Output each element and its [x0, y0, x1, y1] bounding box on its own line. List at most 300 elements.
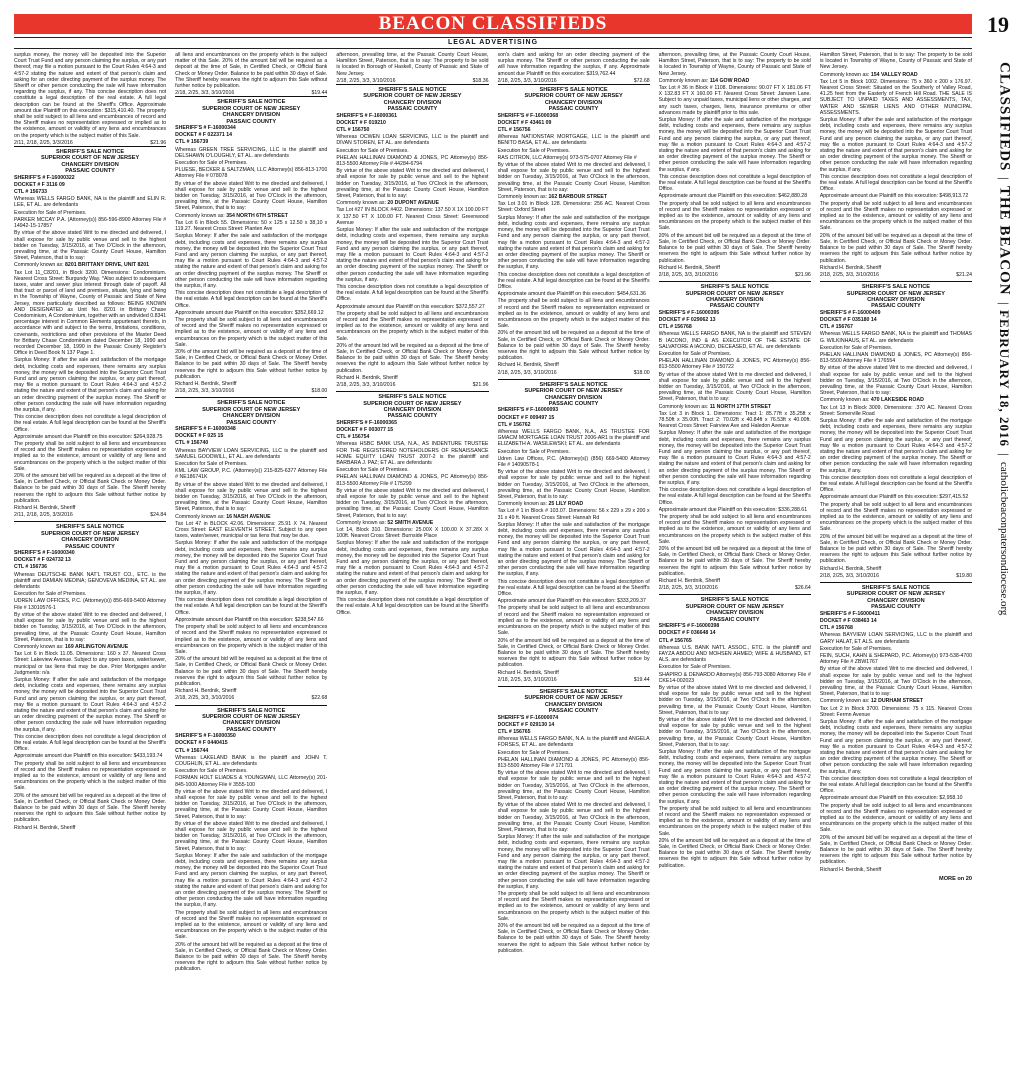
county-name: PASSAIC COUNTY	[387, 413, 438, 420]
property-details: Lot 14, Block 310. Dimensions: 25.00X X 100.00 X 37.28X X 100ft. Nearest Cross Street: Burnside Place	[336, 527, 489, 540]
address-line	[14, 262, 166, 268]
fee-amount: $19.44	[633, 676, 650, 683]
amount-due: $264,928.75	[133, 433, 163, 440]
property-details: Tax Lot 11_C8201, in Block 3200. Dimensions: Condominium. Nearest Cross Street: Burgundy Way. *Also subject to subsequent taxes, water and sewer plus interest through date of payoff. All that tract or parcel of land and premises, situate, lying and being in the Township of Wayne, County of Passaic and State of New Jersey, more particularly described as follows: BEING KNOWN AND DESIGNATED as Unit No. 8201 in Brittany Chase Condominium, A Condominium, together with an undivided 0.8341 percentage interest in Common Elements appurtenant thereto, in accordance with and subject to the terms, limitations, conditions, covenants, restrictions and other provisions of the Master Deed for Brittany Chase Condominium dated December 18, 1990 and recorded December 18, 1990 in the Passaic County Register's Office in Deed Book N 137 Page 1.	[14, 269, 167, 357]
notice-parties: Whereas HSBC BANK USA, N.A., AS INDENTURE TRUSTEE FOR THE REGISTERED NOTEHOLDERS OF RENAISSANCE HOME EQUITY LOAN TRUST 2007-2 is the plaintiff and BARBARA J. PAZ; ET AL. are defendants	[336, 441, 489, 467]
sale-time-text: By virtue of the above stated Writ to me directed and delivered, I shall expose for sale by public venue and sell to the highest bidder on Tuesday, 3/15/2016, at Two O'Clock in the afternoon, prevailing time, at the Passaic County Court House, Hamilton Street, Paterson, that is to say:	[497, 770, 650, 801]
fee-amount: $18.36	[472, 77, 489, 84]
county-name: PASSAIC COUNTY	[387, 106, 438, 113]
notice-parties: Whereas WELLS FARGO BANK, NA is the plaintiff and ELIN R. LEE, ET AL. are defendants	[14, 196, 167, 209]
notice-ctl: CTL # 156768	[658, 324, 692, 331]
publication-dates: 2/18, 2/25, 3/3, 3/10/2016	[175, 388, 235, 395]
notice-attorney: UDREN LAW OFFICES, P.C. (Attorney(s)) 856-669-5400 Attorney File # 13010576-1	[14, 598, 167, 611]
court-name: SUPERIOR COURT OF NEW JERSEY	[846, 591, 946, 598]
surplus-text: Surplus Money: If after the sale and satisfaction of the mortgage debt, including costs and expenses, there remains any surplus money, the money will be deposited into the Superior Court Trust Fund and any person claiming the surplus, or any part thereof, may file a motion pursuant to Court Rules 4:64-3 and 4:57-2 stating the nature and extent of that person's claim and asking for an order directing payment of the surplus money. The Sheriff or other person conducting the sale will have information regarding the surplus, if any.	[658, 748, 811, 805]
surplus-text: Surplus Money: If after the sale and satisfaction of the mortgage debt, including costs and expenses, there remains any surplus money, the money will be deposited into the Superior Court Trust Fund and any person claiming the surplus, or any part thereof, may file a motion pursuant to Court Rules 4:64-3 and 4:57-2 stating the nature and extent of that person's claim and asking for an order directing payment of the surplus money. The Sheriff or other person conducting the sale will have information regarding the surplus, if any.	[497, 521, 650, 578]
property-address: 20 DUPONT AVENUE	[387, 200, 439, 207]
amount-due: $433,193.74	[133, 753, 163, 760]
notice-attorney: PLUESE, BECKER & SALTZMAN, LLC Attorney(s) 856-813-1700 Attorney File # 078078	[175, 167, 328, 180]
deposit-text: 20% of the amount bid will be required as a deposit at the time of Sale, in Certified Check, or Official Bank Check or Money Order. Balance to be paid within 30 days of Sale. The Sheriff hereby reserves the right to adjourn this Sale without further notice by publication.	[14, 473, 167, 504]
sheriff-notice	[498, 686, 650, 954]
county-name: PASSAIC COUNTY	[709, 616, 760, 623]
surplus-text: Surplus Money: If after the sale and satisfaction of the mortgage debt, including costs and expenses, there remains any surplus money, the money will be deposited into the Superior Court Trust Fund and any person claiming the surplus, or any part thereof, may file a motion pursuant to Court Rules 4:64-3 and 4:57-2 stating the nature and extent of that person's claim and asking for an order directing payment of the surplus money. The Sheriff or other person conducting the sale will have information regarding the surplus, if any.	[497, 214, 650, 271]
notice-parties: Whereas WELLS FARGO BANK, NA is the plaintiff and THOMAS G. WILKINHAUS, ET AL. are defendants	[819, 331, 972, 344]
amount-due-line: Approximate amount due Plaintiff on this execution: $498,913.72	[819, 193, 969, 200]
division-name: CHANCERY DIVISION	[383, 406, 442, 413]
notice-docket: DOCKET # F 025 15	[175, 433, 224, 440]
column-lead-text: son's claim and asking for an order directing payment of the surplus money. The Sheriff or other person conducting the sale will have information regarding the surplus, if any. Approximate amount due Plaintiff on this execution: $319,762.44	[497, 52, 650, 77]
notice-docket: DOCKET # F 038463 14	[819, 617, 877, 624]
sale-time-text: By virtue of the above stated Writ to me directed and delivered, I shall expose for sale by public venue and sell to the highest bidder on Tuesday, 3/15/2016, at Two O'Clock in the afternoon, prevailing time, at the Passaic County Court House, Hamilton Street, Paterson, that is to say:	[658, 684, 811, 716]
address-line	[336, 200, 488, 206]
property-address: 16 NASH AVENUE	[226, 513, 271, 520]
amount-due-line: Approximate amount due Plaintiff on this execution: $2,958.10	[819, 795, 963, 802]
address-label: Commonly known as:	[14, 643, 64, 650]
division-name: CHANCERY DIVISION	[222, 720, 280, 727]
execution-text: Execution for Sale of Premises.	[175, 461, 248, 468]
sale-time-text: By virtue of the above stated Writ to me directed and delivered, I shall expose for sale by public venue and sell to the highest bidder on Tuesday, 3/15/2016, at Two O'Clock in the afternoon, prevailing time, at the Passaic County Court House, Hamilton Street, Paterson, that is to say:	[14, 611, 167, 643]
county-name: PASSAIC COUNTY	[548, 400, 599, 407]
section-subtitle: LEGAL ADVERTISING	[14, 37, 972, 49]
notice-header	[659, 594, 811, 623]
notice-attorney: PHELAN HALLINAN DIAMOND & JONES, PC Attorney(s) 856-813-5500 Attorney File # 44284-6794	[336, 154, 489, 168]
legal-disclaimer: This concise description does not constitute a legal description of the real estate. A full legal description can be found at the Sheriff's Office.	[658, 487, 811, 506]
division-name: CHANCERY DIVISION	[544, 99, 603, 106]
notice-parties: Whereas DEUTSCHE BANK NAT'L TRUST CO., ETC. is the plaintiff and DAMIAN MEDINA; GENOVEVA MEDINA, ET AL. are defendants	[14, 571, 167, 591]
notice-header	[336, 391, 488, 420]
sale-time-text: By virtue of the above stated Writ to me directed and delivered, I shall expose for sale by public venue and sell to the highest bidder on Tuesday, 3/15/2016, at Two O'Clock in the afternoon, prevailing time, at the Passaic County Court House, Hamilton Street, Paterson, that is to say:	[336, 168, 489, 200]
amount-due: $238,547.66	[294, 616, 324, 623]
sheriff-name: Richard H. Berdnik, Sheriff	[658, 264, 720, 271]
deposit-text: 20% of the amount bid will be required as a deposit at the time of Sale, in Certified Check, or Official Bank Check or Money Order. Balance to be paid within 30 days of Sale. The Sheriff hereby reserves the right to adjourn this Sale without further notice by publication.	[819, 232, 972, 264]
deposit-text: 20% of the amount bid will be required as a deposit at the time of Sale, in Certified Check, or Official Bank Check or Money Order. Balance to be paid within 30 days of Sale. The Sheriff hereby reserves the right to adjourn this Sale without further notice by publication.	[175, 348, 328, 380]
notice-ctl: CTL # 156750	[336, 127, 370, 134]
amount-due-line: Approximate amount due Plaintiff on this execution: $336,288.61	[658, 506, 808, 513]
county-name: PASSAIC COUNTY	[226, 118, 277, 125]
notice-docket: DOCKET # F 3116 09	[14, 181, 65, 188]
sale-time-text: By virtue of the above stated Writ to me directed and delivered, I shall expose for sale by public venue and sell to the highest bidder on Tuesday, 3/15/2016, at Two O'Clock in the afternoon, prevailing time, at the Passaic County Court House, Hamilton Street, Paterson, that is to say:	[175, 180, 328, 212]
sheriff-notice	[336, 391, 488, 616]
county-name: PASSAIC COUNTY	[548, 106, 599, 113]
address-label: Commonly known as:	[497, 501, 548, 508]
address-line	[820, 698, 972, 704]
sheriff-notice	[498, 379, 650, 683]
deposit-text: 20% of the amount bid will be required as a deposit at the time of Sale, in Certified Check, or Official Bank Check or Money Order. Balance to be paid within 30 days of Sale. The Sheriff hereby reserves the right to adjourn this Sale without further notice by publication.	[497, 923, 650, 954]
legal-disclaimer: This concise description does not constitute a legal description of the real estate. A full legal description can be found at the Sheriff's Office.	[336, 597, 489, 616]
notice-sheriff-file: SHERIFF'S # F-16000340	[14, 550, 75, 557]
continued-label: MORE on 20	[939, 875, 972, 882]
side-section-label: CLASSIFIEDS	[996, 62, 1013, 172]
side-separator: |	[997, 301, 1012, 305]
notice-attorney: PHELAN HALLINAN DIAMOND & JONES, PC Attorney(s) 856-813-5500 Attorney File # 176554	[819, 351, 972, 365]
county-name: PASSAIC COUNTY	[871, 604, 921, 611]
division-name: CHANCERY DIVISION	[383, 99, 442, 106]
notice-sheriff-file: SHERIFF'S # F-16000348	[175, 426, 236, 432]
address-line	[498, 501, 650, 507]
classified-column	[659, 52, 811, 1072]
notice-header	[498, 686, 650, 715]
legal-disclaimer: This concise description does not constitute a legal description of the real estate. A full legal description can be found at the Sheriff's Office.	[14, 733, 167, 753]
fee-amount: $22.68	[311, 695, 328, 702]
address-label: Commonly known as:	[175, 212, 225, 219]
county-name: PASSAIC COUNTY	[709, 303, 760, 310]
notice-sheriff-file: SHERIFF'S # F-16000361	[336, 112, 397, 119]
sheriff-notice	[659, 78, 811, 278]
notice-sheriff-file: SHERIFF'S # F-16000395	[658, 309, 720, 316]
sheriff-notice	[14, 521, 166, 830]
division-name: CHANCERY DIVISION	[61, 161, 119, 168]
notice-sheriff-file: SHERIFF'S # F-16000344	[175, 125, 236, 132]
property-details: Tax Lot # 36 in Block # 1108. Dimensions: 90.07 FT X 181.06 FT X 132.83 FT X 160.00 FT. Nearest Cross Street: Janwen Lane. Subject to any unpaid taxes, municipal liens or other charges, and any such taxes, charges, liens, insurance premiums or other advances made by plaintiff prior to this sale.	[658, 85, 811, 116]
notice-docket: DOCKET # F 029062 13	[658, 316, 716, 323]
notice-ctl: CTL # 156762	[497, 421, 531, 428]
side-separator: |	[997, 453, 1012, 456]
notice-heading: SHERIFF'S SALE NOTICE	[378, 394, 447, 401]
notice-header	[175, 397, 327, 426]
amount-due: $333,209.37	[617, 598, 646, 605]
notice-ctl: CTL # 156754	[336, 434, 370, 441]
publication-dates: 2/11, 2/18, 2/25, 3/3/2016	[14, 139, 73, 146]
execution-text: Execution for Sale of Premises.	[175, 160, 248, 167]
classified-column	[820, 52, 972, 1072]
classified-columns	[14, 52, 972, 1072]
fee-line	[14, 512, 166, 518]
amount-due: $2,958.10	[939, 795, 963, 802]
sheriff-notice	[820, 582, 972, 873]
notice-docket: DOCKET # F 009497 15	[497, 414, 555, 421]
surplus-text: Surplus Money: If after the sale and satisfaction of the mortgage debt, including costs and expenses, there remains any surplus money, the money will be deposited into the Superior Court Trust Fund and any person claiming the surplus, or any part thereof, may file a motion pursuant to Court Rules 4:64-3 and 4:57-2 stating the nature and extent of that person's claim and asking for an order directing payment of the surplus money. The Sheriff or other person conducting the sale will have information regarding the surplus, if any.	[336, 227, 489, 283]
court-name: SUPERIOR COURT OF NEW JERSEY	[202, 406, 301, 413]
sale-time-text: By virtue of the above stated Writ to me directed and delivered, I shall expose for sale by public venue and sell to the highest bidder on Tuesday, 3/15/2016, at Two O'Clock in the afternoon, prevailing time, at the Passaic County Court House, Hamilton Street, Paterson, that is to say:	[658, 371, 811, 403]
liens-text: The property shall be sold subject to all liens and encumbrances of record and the Sheriff makes no representation expressed or implied as to the existence, amount or validity of any liens and encumbrances on the property which is the subject matter of this Sale.	[819, 200, 972, 232]
fee-line	[175, 388, 327, 394]
property-details: Tax Lot 2 in Block 3700. Dimensions: 75 x 115. Nearest Cross Street: Fermn Avenue	[819, 705, 972, 718]
notice-attorney: PHELAN HALLINAN DIAMOND & JONES, PC Attorney(s) 856-813-5500 Attorney File # 150722	[658, 358, 811, 371]
notice-header	[820, 582, 972, 611]
execution-text: Execution for Sale of Premises.	[14, 209, 87, 216]
amount-due-line: Approximate amount due Plaintiff on this execution: $333,209.37	[497, 598, 646, 605]
notice-attorney: FEIN, SUCH, KAHN & SHEPARD, P.C. Attorney(s) 973-538-4700 Attorney File # ZBW1767	[819, 652, 972, 666]
surplus-text: Surplus Money: If after the sale and satisfaction of the mortgage debt, including costs and expenses, there remains any surplus money, the money will be deposited into the Superior Court Trust Fund and any person claiming the surplus, or any part thereof, may file a motion pursuant to Court Rules 4:64-3 and 4:57-2 stating the nature and extent of that person's claim and asking for an order directing payment of the surplus money. The Sheriff or other person conducting the sale will have information regarding the surplus, if any.	[336, 540, 489, 597]
sheriff-notice	[659, 594, 811, 868]
legal-disclaimer: This concise description does not constitute a legal description of the real estate. A full legal description can be found at the Sheriff's Office.	[175, 597, 328, 616]
surplus-text: Surplus Money: If after the sale and satisfaction of the mortgage debt, including costs and expenses, there remains any surplus money, the money will be deposited into the Superior Court Trust Fund and any person claiming the surplus, or any part thereof, may file a motion pursuant to Court Rules 4:64-3 and 4:57-2 stating the nature and extent of that person's claim and asking for an order directing payment of the surplus money. The Sheriff or other person conducting the sale will have information regarding the surplus, if any.	[658, 430, 811, 487]
deposit-text: 20% of the amount bid will be required as a deposit at the time of Sale, in Certified Check, or Official Bank Check or Money Order. Balance to be paid within 30 days of Sale. The Sheriff hereby reserves the right to adjourn this Sale without further notice by publication.	[336, 342, 489, 374]
property-address: 52 SMITH AVENUE	[387, 519, 434, 526]
publication-dates: 2/11, 2/18, 2/25, 3/3/2016	[14, 512, 73, 519]
notice-ctl: CTL # 156767	[819, 324, 853, 331]
column-lead-text: surplus money, the money will be deposited into the Superior Court Trust Fund and any person claiming the surplus, or any part thereof, may file a motion pursuant to the Court Rules 4:64-3 and 4:57-2 stating the nature and extent of that person's claim and asking for an order directing payment of the surplus money. The Sheriff or other person conducting the sale will have information regarding the surplus, if any. This concise description does not constitute a legal description of the real estate. A full legal description can be found at the Sheriff's Office. Approximate amount due Plaintiff on this execution: $315,410.40. The property shall be sold subject to all liens and encumbrances of record and the Sheriff makes no representation expressed or implied as to the existence, amount or validity of any liens and encumbrances on the property which is the subject matter of this Sale.	[14, 52, 167, 139]
classified-column	[175, 52, 327, 1072]
notice-heading: SHERIFF'S SALE NOTICE	[700, 284, 769, 291]
notice-heading: SHERIFF'S SALE NOTICE	[539, 688, 608, 695]
legal-disclaimer: This concise description does not constitute a legal description of the real estate. A full legal description can be found at the Sheriff's Office.	[175, 290, 328, 309]
notice-header	[14, 521, 166, 550]
column-lead-text: Hamilton Street, Paterson, that is to say: The property to be sold is located in Township of Wayne, County of Passaic and State of New Jersey.	[819, 52, 972, 71]
property-details: Tax Lot 6 in Block 11.05. Dimensions: 160 x 37. Nearest Cross Street: Lakeview Avenue. Subject to any open taxes, water/sewer, municipal or tax liens that may be due. Prior Mortgages and/or Judgments: n/a	[14, 651, 167, 676]
division-name: CHANCERY DIVISION	[705, 610, 764, 617]
court-name: SUPERIOR COURT OF NEW JERSEY	[685, 603, 784, 610]
side-separator: |	[997, 177, 1012, 180]
notice-attorney: SHAPIRO & DENARDO Attorney(s) 856-793-3080 Attorney File # CKE14-002023	[658, 671, 811, 684]
fee-amount: $19.44	[311, 90, 328, 97]
amount-due: $352,669.12	[294, 309, 324, 316]
sheriff-notice	[820, 281, 972, 579]
deposit-text: 20% of the amount bid will be required as a deposit at the time of Sale, in Certified Check, or Official Bank Check or Money Order. Balance to be paid within 30 days of Sale. The Sheriff hereby reserves the right to adjourn this Sale without further notice by publication.	[175, 656, 328, 687]
property-details: Tax Lot 3.01 in Block 128. Dimensions: 256 AC. Nearest Cross Street: Oxford Street	[497, 201, 650, 214]
notice-header	[659, 281, 811, 310]
sale-time-text: By virtue of the above stated Writ to me directed and delivered, I shall expose for sale by public venue and sell to the highest bidder on Tuesday, 3/15/2016, at Two O'Clock in the afternoon, prevailing time, at the Passaic County Court House, Hamilton Street, Paterson, that is to say:	[175, 788, 328, 820]
division-name: CHANCERY DIVISION	[544, 701, 603, 708]
notice-ctl: CTL # 156768	[819, 625, 853, 632]
property-details: Tax Lot #27 IN BLOCK #402. Dimensions: 137.50 X 1X 100.00 FT X 137.50 FT X 100.00 FT. Nearest Cross Street: Greenwood Avenue	[336, 207, 489, 226]
fee-line	[498, 677, 650, 683]
liens-text: The property shall be sold subject to all liens and encumbrances of record and the Sheriff makes no representation expressed or implied as to the existence, amount or validity of any liens and encumbrances on the property which is the subject matter of this Sale.	[175, 624, 328, 655]
liens-text: The property shall be sold subject to all liens and encumbrances of record and the Sheriff makes no representation expressed or implied as to the existence, amount or validity of any liens and encumbrances on the property which is the subject matter of this Sale.	[14, 441, 167, 472]
notice-header	[498, 379, 650, 408]
liens-text: The property shall be sold subject to all liens and encumbrances of record and the Sheriff makes no representation expressed or implied as to the existence, amount or validity of any liens and encumbrances on the property which is the subject matter of this Sale.	[658, 805, 811, 837]
execution-text: Execution for Sale of Premises.	[336, 467, 409, 474]
division-name: CHANCERY DIVISION	[867, 296, 925, 303]
legal-disclaimer: This concise description does not constitute a legal description of the real estate. A full legal description can be found at the Sheriff's Office.	[819, 775, 972, 795]
publication-dates: 2/18, 2/25, 3/3, 3/10/2016	[175, 695, 235, 702]
notice-heading: SHERIFF'S SALE NOTICE	[861, 585, 930, 592]
legal-disclaimer: This concise description does not constitute a legal description of the real estate. A full legal description can be found at the Sheriff's Office.	[14, 414, 167, 433]
publication-dates: 2/18, 2/25, 3/3, 3/10/2016	[175, 90, 235, 97]
surplus-text: Surplus Money: If after the sale and satisfaction of the mortgage debt, including costs and expenses, there remains any surplus money, the money will be deposited into the Superior Court Trust Fund and any person claiming the surplus, or any part thereof, may file a motion pursuant to Court Rules 4:64-3 and 4:57-2 stating the nature and extent of that person's claim and asking for an order directing payment of the surplus money. The Sheriff or other person conducting the sale will have information regarding the surplus, if any.	[175, 233, 328, 289]
notice-header	[14, 146, 166, 175]
address-line	[820, 397, 972, 403]
notice-heading: SHERIFF'S SALE NOTICE	[539, 381, 608, 388]
division-name: CHANCERY DIVISION	[61, 537, 119, 544]
liens-text: The property shall be sold subject to all liens and encumbrances of record and the Sheriff makes no representation expressed or implied as to the existence, amount or validity of any liens and encumbrances on the property which is the subject matter of this Sale.	[658, 200, 811, 232]
sheriff-name: Richard H. Berdnik, Sheriff	[497, 669, 559, 676]
fee-line	[820, 573, 972, 579]
legal-disclaimer: This concise description does not constitute a legal description of the real estate. A full legal description can be found at the Sheriff's Office.	[497, 578, 650, 598]
page-title: BEACON CLASSIFIEDS	[378, 13, 608, 34]
address-label: Commonly known as:	[497, 194, 548, 201]
publication-dates: 2/18, 2/25, 3/3, 3/10/2016	[336, 77, 396, 84]
publication-dates: 2/18, 2/25, 3/3, 3/10/2016	[819, 271, 879, 278]
sheriff-name: Richard H. Berdnik, Sheriff	[658, 578, 720, 585]
deposit-text: 20% of the amount bid will be required as a deposit at the time of Sale, in Certified Check, or Official Bank Check or Money Order. Balance to be paid within 30 days of Sale. The Sheriff hereby reserves the right to adjourn this Sale without further notice by publication.	[658, 232, 811, 264]
property-address: 162 BARBOUR STREET	[548, 194, 608, 201]
notice-ctl: CTL # 156740	[175, 440, 209, 447]
notice-parties: Whereas BAYVIEW LOAN SERVICING, LLC is the plaintiff and SAMUEL GOODWILL, ET AL. are defendants	[175, 447, 328, 460]
division-name: CHANCERY DIVISION	[867, 597, 925, 604]
liens-text: The property shall be sold subject to all liens and encumbrances of record and the Sheriff makes no representation expressed or implied as to the existence, amount or validity of any liens and encumbrances on the property which is the subject matter of this Sale.	[658, 514, 811, 545]
notice-docket: DOCKET # F 003077 15	[336, 427, 394, 433]
notice-heading: SHERIFF'S SALE NOTICE	[217, 400, 286, 407]
notice-heading: SHERIFF'S SALE NOTICE	[861, 284, 930, 291]
fee-amount: $21.96	[150, 139, 167, 146]
liens-text: The property shall be sold subject to all liens and encumbrances of record and the Sheriff makes no representation expressed or implied as to the existence, amount or validity of any liens and encumbrances on the property which is the subject matter of this Sale.	[497, 298, 650, 330]
sheriff-notice	[659, 281, 811, 591]
surplus-text: Surplus Money: If after the sale and satisfaction of the mortgage debt, including costs and expenses, there remains any surplus money, the money will be deposited into the Superior Court Trust Fund and any person claiming the surplus, or any part thereof, may file a motion pursuant to Court Rules 4:64-3 and 4:57-2 stating the nature and extent of that person's claim and asking for an order directing payment of the surplus money. The Sheriff or other person conducting the sale will have information regarding the surplus, if any.	[14, 357, 167, 413]
surplus-text: Surplus Money: If after the sale and satisfaction of the mortgage debt, including costs and expenses, there remains any surplus money, the money will be deposited into the Superior Court Trust Fund and any person claiming the surplus, or any part thereof, may file a motion pursuant to Court Rules 4:64-3 and 4:57-2 stating the nature and extent of that person's claim and asking for an order directing payment of the surplus money. The Sheriff or other person conducting the sale will have information regarding the surplus, if any.	[819, 718, 972, 775]
legal-disclaimer: This concise description does not constitute a legal description of the real estate. A full legal description can be found at the Sheriff's Office.	[658, 173, 811, 193]
address-label: Commonly known as:	[819, 698, 870, 705]
amount-due: $462,880.28	[778, 193, 808, 200]
sheriff-notice	[175, 96, 327, 394]
sheriff-name: Richard H. Berdnik, Sheriff	[175, 688, 237, 695]
sheriff-notice	[175, 705, 327, 973]
notice-attorney: KML LAW GROUP, P.C. (Attorney(s)) 215-825-6377 Attorney File # NE186741K	[175, 468, 328, 481]
deposit-text: 20% of the amount bid will be required as a deposit at the time of Sale, in Certified Check, or Official Bank Check or Money Order. Balance to be paid within 30 days of Sale. The Sheriff hereby reserves the right to adjourn this Sale without further notice by publication.	[819, 834, 972, 866]
amount-due-line: Approximate amount due Plaintiff on this execution: $297,415.52	[819, 494, 969, 501]
column-lead-text: afternoon, prevailing time, at the Passaic County Court House, Hamilton Street, Paterson, that is to say: The property to be sold is located in Borough of Haskell, County of Passaic and State of New Jersey.	[336, 52, 489, 77]
property-address: 11 NORTH 17TH STREET	[709, 403, 772, 410]
address-label: Commonly known as:	[14, 262, 64, 269]
address-label: Commonly known as:	[819, 397, 870, 404]
notice-parties: Whereas NATIONSTAR MORTGAGE, LLC is the plaintiff and BENITO BASA, ET AL. are defendants	[497, 134, 650, 147]
property-details: Tax Lot 3 in Block 1. Dimensions: Tract 1: 85.77ft x 35.25ft x 78.50ft x 35.00ft. Tract 2: 70.02ft x 40.84ft x 76.53ft x 40.00ft. Nearest Cross Street: Fairview Ave and Haledon Avenue	[658, 410, 811, 430]
notice-header	[175, 705, 327, 734]
legal-disclaimer: This concise description does not constitute a legal description of the real estate. A full legal description can be found at the Sheriff's Office.	[336, 283, 489, 303]
execution-text: Execution for Sale of Premises.	[819, 645, 893, 652]
surplus-text: Surplus Money: If after the sale and satisfaction of the mortgage debt, including costs and expenses, there remains any surplus money, the money will be deposited into the Superior Court Trust Fund and any person claiming the surplus, or any part thereof, may file a motion pursuant to Court Rules 4:64-3 and 4:57-2 stating the nature and extent of that person's claim and asking for an order directing payment of the surplus money. The Sheriff or other person conducting the sale will have information regarding the surplus, if any.	[14, 676, 167, 733]
address-line	[498, 194, 650, 200]
address-line	[659, 78, 811, 84]
notice-heading: SHERIFF'S SALE NOTICE	[217, 707, 286, 714]
amount-due-line: Approximate amount due Plaintiff on this execution: $462,880.28	[658, 193, 808, 200]
amount-due: $498,913.72	[939, 193, 969, 200]
county-name: PASSAIC COUNTY	[871, 303, 921, 310]
property-address: 8201 BRITTANY DRIVE, UNIT 8201	[65, 262, 150, 269]
liens-text: The property shall be sold subject to all liens and encumbrances of record and the Sheriff makes no representation expressed or implied as to the existence, amount or validity of any liens and encumbrances on the property which is the subject matter of this Sale.	[336, 310, 489, 342]
notice-attorney: PHELAN HALLINAN DIAMOND & JONES, PC Attorney(s) 856-813-5500 Attorney File # 171791	[497, 756, 650, 769]
execution-text: Execution for Sale of Premises.	[14, 591, 87, 598]
sheriff-name: Richard H. Berdnik, Sheriff	[336, 374, 398, 381]
publication-dates: 2/18, 2/25, 3/3, 3/10/2016	[497, 676, 557, 683]
sale-time-text: By virtue of the above stated Writ to me directed and delivered, I shall expose for sale by public venue and sell to the highest bidder on Tuesday, 3/15/2016, at Two O'Clock in the afternoon, prevailing time, at the Passaic County Court House, Hamilton Street, Paterson, that is to say:	[819, 365, 972, 397]
side-website-link[interactable]: catholicbeaconpatersondiocese.org	[998, 461, 1010, 616]
address-line	[175, 514, 327, 520]
court-name: SUPERIOR COURT OF NEW JERSEY	[363, 400, 462, 407]
amount-due: $297,415.52	[939, 494, 969, 501]
sheriff-name: Richard H. Berdnik, Sheriff	[14, 505, 76, 512]
sale-time-text: By virtue of the above stated Writ to me directed and delivered, I shall expose for sale by public venue and sell to the highest bidder on Tuesday, 3/15/2016, at Two O'Clock in the afternoon, prevailing time, at the Passaic County Court House, Hamilton Street, Paterson, that is to say:	[175, 481, 328, 513]
deposit-text: 20% of the amount bid will be required as a deposit at the time of Sale, in Certified Check, or Official Bank Check or Money Order. Balance to be paid within 30 days of Sale. The Sheriff hereby reserves the right to adjourn this Sale without further notice by publication.	[175, 941, 328, 973]
surplus-text: Surplus Money: If after the sale and satisfaction of the mortgage debt, including costs and expenses, there remains any surplus money, the money will be deposited into the Superior Court Trust Fund and any person claiming the surplus, or any part thereof, may file a motion pursuant to Court Rules 4:64-3 and 4:57-2 stating the nature and extent of that person's claim and asking for an order directing payment of the surplus money. The Sheriff or other person conducting the sale will have information regarding the surplus, if any.	[658, 117, 811, 173]
amount-due-line: Approximate amount due Plaintiff on this execution: $238,547.66	[175, 616, 324, 623]
notice-parties: Whereas LAKELAND BANK is the plaintiff and JOHN T. COUGHLIN, ET AL. are defendants	[175, 754, 328, 767]
notice-sheriff-file: SHERIFF'S # F-16000093	[497, 407, 559, 414]
deposit-text: 20% of the amount bid will be required as a deposit at the time of Sale, in Certified Check, or Official Bank Check or Money Order. Balance to be paid within 30 days of Sale. The Sheriff hereby reserves the right to adjourn this Sale without further notice by publication.	[497, 637, 650, 669]
legal-disclaimer: This concise description does not constitute a legal description of the real estate. A full legal description can be found at the Sheriff's Office.	[497, 271, 650, 290]
court-name: SUPERIOR COURT OF NEW JERSEY	[846, 290, 946, 297]
fee-amount: $21.96	[472, 381, 489, 388]
county-name: PASSAIC COUNTY	[65, 543, 115, 550]
liens-text: The property shall be sold subject to all liens and encumbrances of record and the Sheriff makes no representation expressed or implied as to the existence, amount or validity of any liens and encumbrances on the property which is the subject matter of this Sale.	[819, 501, 972, 533]
notice-parties: Whereas OCWEN LOAN SERVICING, LLC is the plaintiff and DIVAN STOREN, ET AL. are defendants	[336, 134, 489, 147]
notice-parties: Whereas U.S. BANK NAT'L ASSOC., ETC. is the plaintiff and FAYZA ABDOU AND MOHSEN AHMED; WIFE & HUSBAND, ET ALS. are defendants	[658, 644, 811, 664]
deposit-text: 20% of the amount bid will be required as a deposit at the time of Sale, in Certified Check, or Official Bank Check or Money Order. Balance to be paid within 30 days of Sale. The Sheriff hereby reserves the right to adjourn this Sale without further notice by publication.	[497, 330, 650, 362]
notice-sheriff-file: SHERIFF'S # F-16000411	[819, 610, 881, 617]
property-address: 169 ARLINGTON AVENUE	[65, 643, 129, 650]
notice-docket: DOCKET # F 0440415	[175, 740, 228, 747]
address-label: Commonly known as:	[658, 403, 709, 410]
notice-sheriff-file: SHERIFF'S # F-16000409	[819, 309, 881, 316]
publication-dates: 2/18, 2/25, 3/3, 3/10/2016	[336, 381, 396, 388]
sale-time-text: By virtue of the above stated Writ to me directed and delivered, I shall expose for sale by public venue and sell to the highest bidder on Tuesday, 3/15/2016, at Two O'Clock in the afternoon, prevailing time, at the Passaic County Court House, Hamilton Street, Paterson, that is to say:	[175, 820, 328, 852]
fee-amount: $26.64	[794, 585, 811, 592]
notice-heading: SHERIFF'S SALE NOTICE	[539, 87, 608, 94]
notice-parties: Whereas BAYVIEW LOAN SERVICING, LLC is the plaintiff and GARY HALAT, ET ALS. are defendants	[819, 632, 972, 645]
sheriff-name: Richard H. Berdnik, Sheriff	[819, 565, 882, 572]
notice-heading: SHERIFF'S SALE NOTICE	[378, 87, 447, 94]
address-line	[820, 72, 972, 78]
fee-amount: $18.00	[311, 388, 328, 395]
legal-disclaimer: This concise description does not constitute a legal description of the real estate. A full legal description can be found at the Sheriff's Office.	[819, 474, 972, 494]
sale-time-text: By virtue of the above stated Writ to me directed and delivered, I shall expose for sale by public venue and sell to the highest bidder on Tuesday, 3/15/2016, at Two O'Clock in the afternoon, prevailing time, at the Passaic County Court House, Hamilton Street, Paterson, that is to say:	[658, 716, 811, 748]
execution-text: Execution for Sale of Premises.	[497, 448, 570, 455]
classified-column	[336, 52, 488, 1072]
address-line	[175, 213, 327, 219]
notice-sheriff-file: SHERIFF'S # F-16000322	[14, 174, 75, 181]
amount-due: $372,557.27	[455, 303, 485, 310]
notice-ctl: CTL # 156733	[14, 189, 48, 196]
property-address: 114 GOW ROAD	[709, 77, 750, 84]
property-address: 470 LAKESIDE ROAD	[870, 397, 924, 404]
notice-header	[498, 84, 650, 113]
surplus-text: Surplus Money: If after the sale and satisfaction of the mortgage debt, including costs and expenses, there remains any surplus money, the money will be deposited into the Superior Court Trust Fund and any person claiming the surplus, or any part thereof, may file a motion pursuant to Court Rules 4:64-3 and 4:57-2 stating the nature and extent of that person's claim and asking for an order directing payment of the surplus money. The Sheriff or other person conducting the sale will have information regarding the surplus, if any.	[175, 540, 328, 597]
surplus-text: Surplus Money: If after the sale and satisfaction of the mortgage debt, including costs and expenses, there remains any surplus money, the money will be deposited into the Superior Court Trust Fund and any person claiming the surplus, or any part thereof, may file a motion pursuant to Court Rules 4:64-3 and 4:57-2 stating the nature and extent of that person's claim and asking for an order directing payment of the surplus money. The Sheriff or other person conducting the sale will have information regarding the surplus, if any.	[175, 852, 328, 909]
classified-column	[498, 52, 650, 1072]
sale-time-text: By virtue of the above stated Writ to me directed and delivered, I shall expose for sale by public venue and sell to the highest bidder on Tuesday, 3/15/2016, at Two O'Clock in the afternoon, prevailing time, at the Passaic County Court House, Hamilton Street, Paterson, that is to say:	[497, 162, 650, 193]
side-banner	[990, 62, 1018, 622]
address-label: Commonly known as:	[336, 200, 386, 207]
fee-line	[498, 370, 650, 376]
sheriff-name: Richard H. Berdnik, Sheriff	[819, 866, 882, 873]
property-address: 25 LILY ROAD	[548, 501, 584, 508]
liens-text: The property shall be sold subject to all liens and encumbrances of record and the Sheriff makes no representation expressed or implied as to the existence, amount or validity of any liens and encumbrances on the property which is the subject matter of this Sale.	[14, 760, 167, 792]
property-details: Tax Lot 5 in Block 1002. Dimensions: 75 x 360 x 200 x 176.97. Nearest Cross Street: Situated on the Southerly of Valley Road, 41.25 feet from the Easterly of French Hill Road. THE SALE IS SUBJECT TO UNPAID TAXES AND ASSESSMENTS, TAX, WATER AND SEWER LIENS AND OTHER MUNICIPAL ASSESSMENTS.	[819, 78, 972, 116]
execution-text: Execution for Sale of Premises.	[336, 147, 409, 154]
sheriff-name: Richard H. Berdnik, Sheriff	[497, 362, 559, 369]
deposit-text: 20% of the amount bid will be required as a deposit at the time of Sale, in Certified Check, or Official Bank Check or Money Order. Balance to be paid within 30 days of Sale. The Sheriff hereby reserves the right to adjourn this Sale without further notice by publication.	[658, 546, 811, 577]
fee-line	[820, 272, 972, 278]
county-name: PASSAIC COUNTY	[226, 726, 277, 733]
fee-amount: $72.68	[633, 77, 650, 84]
amount-due: $336,288.61	[778, 506, 808, 513]
amount-due-line: Approximate amount due Plaintiff on this execution: $372,557.27	[336, 303, 485, 310]
court-name: SUPERIOR COURT OF NEW JERSEY	[40, 530, 140, 537]
notice-ctl: CTL # 156765	[658, 637, 692, 644]
notice-attorney: RAS CITRON, LLC Attorney(s) 973-575-0707 Attorney File #	[497, 154, 637, 161]
execution-text: Execution for Sale of Premises.	[497, 749, 570, 756]
notice-sheriff-file: SHERIFF'S # F-16000365	[336, 419, 397, 426]
sheriff-notice	[498, 84, 650, 376]
liens-text: The property shall be sold subject to all liens and encumbrances of record and the Sheriff makes no representation expressed or implied as to the existence, amount or validity of any liens and encumbrances on the property which is the subject matter of this Sale.	[175, 316, 328, 348]
notice-attorney: Udren Law Offices, P.C. (Attorney(s)) (856) 669-5400 Attorney File # 14090578-1	[497, 455, 650, 469]
notice-ctl: CTL # 156756	[497, 127, 531, 134]
execution-text: Execution for Sale of Premises.	[819, 344, 893, 351]
notice-attorney: PHELAN HALLINAN DIAMOND & JONES, PC Attorney(s) 856-813-5500 Attorney File # 175299	[336, 474, 489, 487]
notice-heading: SHERIFF'S SALE NOTICE	[217, 99, 286, 106]
publication-dates: 2/18, 2/25, 3/3, 3/10/2016	[497, 77, 557, 84]
notice-docket: DOCKET # F 035180 14	[819, 316, 877, 323]
publication-dates: 2/18, 2/25, 3/3, 3/10/2016	[819, 572, 879, 579]
fee-amount: $24.84	[150, 512, 167, 519]
division-name: CHANCERY DIVISION	[222, 112, 280, 119]
notice-docket: DOCKET # F 036648 14	[658, 630, 716, 637]
fee-amount: $18.00	[633, 369, 650, 376]
sheriff-name: Richard H. Berdnik, Sheriff	[175, 380, 237, 387]
amount-due-line: Approximate amount due Plaintiff on this execution: $264,928.75	[14, 433, 163, 440]
side-date: FEBRUARY 18, 2016	[997, 310, 1012, 448]
amount-due-line: Approximate amount due Plaintiff on this execution: $352,669.12	[175, 309, 324, 316]
